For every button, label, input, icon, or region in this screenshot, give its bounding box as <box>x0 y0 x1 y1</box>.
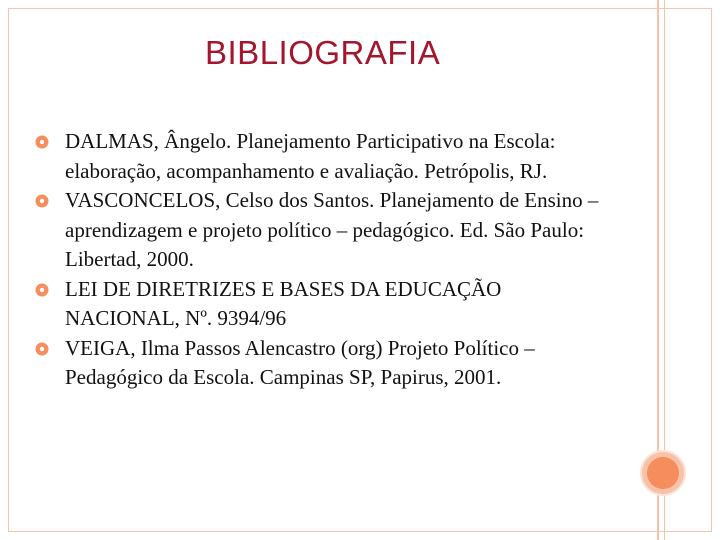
reference-item <box>35 127 615 186</box>
reference-list <box>35 127 615 393</box>
reference-item <box>35 186 615 275</box>
reference-item <box>35 275 615 334</box>
gear-icon <box>35 194 49 208</box>
gear-icon <box>35 342 49 356</box>
decorative-circle <box>640 450 686 496</box>
reference-item <box>35 334 615 393</box>
reference-text: VASCONCELOS, Celso dos Santos. Planejamento de Ensino – aprendizagem e projeto político – pedagógico. Ed. São Paulo: Libertad, 2000. <box>65 188 599 271</box>
gear-icon <box>35 135 49 149</box>
reference-text: LEI DE DIRETRIZES E BASES DA EDUCAÇÃO NACIONAL, Nº. 9394/96 <box>65 276 502 330</box>
reference-text: DALMAS, Ângelo. Planejamento Participativo na Escola: elaboração, acompanhamento e avaliação. Petrópolis, RJ. <box>65 129 556 183</box>
reference-text: VEIGA, Ilma Passos Alencastro (org) Projeto Político – Pedagógico da Escola. Campinas SP, Papirus, 2001. <box>65 335 535 389</box>
gear-icon <box>35 283 49 297</box>
slide-title: BIBLIOGRAFIA <box>205 34 441 71</box>
